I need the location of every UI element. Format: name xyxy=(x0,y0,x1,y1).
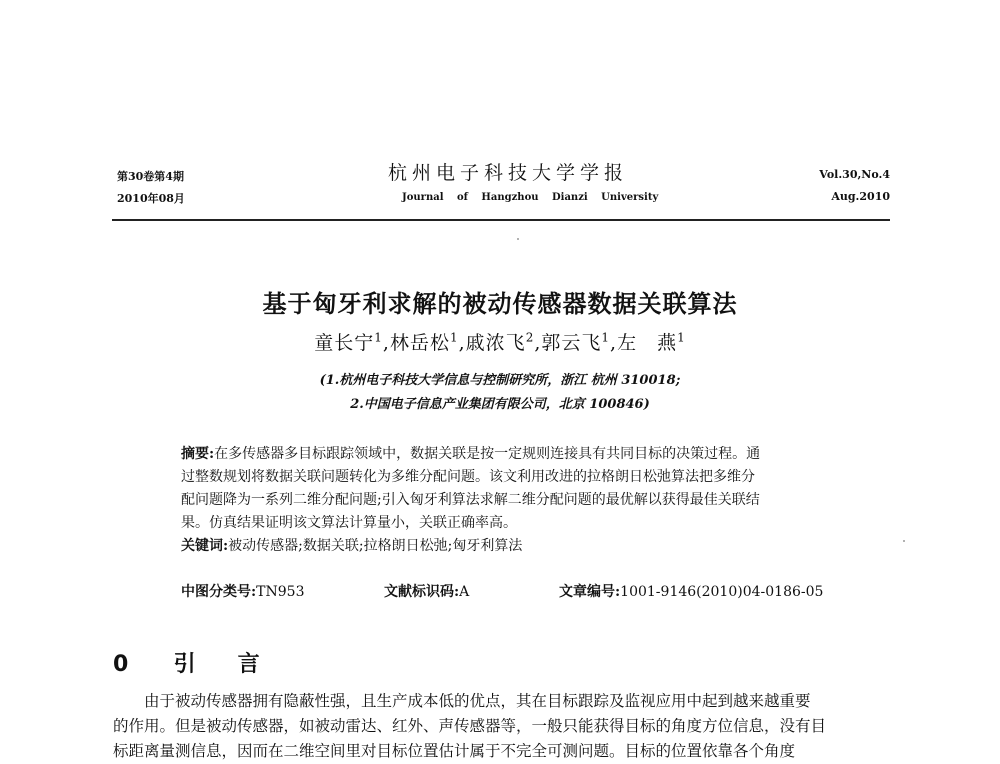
abstract-label: 摘要: xyxy=(181,446,215,462)
scan-speck xyxy=(517,238,519,240)
scan-speck xyxy=(903,540,905,542)
author-affiliation-mark: 1 xyxy=(677,330,686,345)
abstract-line: 配问题降为一系列二维分配问题;引入匈牙利算法求解二维分配问题的最优解以获得最佳关联结 xyxy=(181,492,760,508)
keywords-label: 关键词: xyxy=(181,538,229,554)
author-list: 童长宁$^1$,林岳松$^1$,戚浓飞$^2$,郭云飞$^1$,左 燕$^1$ xyxy=(314,330,686,354)
body-line: 由于被动传感器拥有隐蔽性强，且生产成本低的优点，其在目标跟踪及监视应用中起到越来越重要 xyxy=(144,692,811,710)
abstract-line: 过整数规划将数据关联问题转化为多维分配问题。该文利用改进的拉格朗日松弛算法把多维分 xyxy=(181,469,755,485)
abstract-line: 果。仿真结果证明该文算法计算量小，关联正确率高。 xyxy=(181,515,517,531)
body-line: 的作用。但是被动传感器，如被动雷达、红外、声传感器等，一般只能获得目标的角度方位信息，没有目 xyxy=(113,717,827,735)
affiliation-1: (1.杭州电子科技大学信息与控制研究所，浙江 杭州 310018; xyxy=(319,373,681,388)
author-affiliation-mark: 2 xyxy=(525,330,535,345)
author-affiliation-mark: 1 xyxy=(374,330,383,345)
journal-title-en: Journal of Hangzhou Dianzi University xyxy=(402,192,659,203)
document-code: 文献标识码:A xyxy=(384,584,470,600)
abstract xyxy=(181,443,760,558)
classification-number: 中图分类号:TN953 xyxy=(181,584,305,600)
keywords-line xyxy=(181,535,760,558)
date-en: Aug.2010 xyxy=(831,190,890,203)
section-number: 0 xyxy=(113,652,139,677)
article-number: 文章编号:1001-9146(2010)04-0186-05 xyxy=(559,584,824,600)
date-cn: 2010年08月 xyxy=(117,192,185,205)
author: 郭云飞 xyxy=(541,332,602,354)
header-rule xyxy=(112,219,890,221)
article-title: 基于匈牙利求解的被动传感器数据关联算法 xyxy=(262,290,738,318)
author: 左 燕 xyxy=(617,332,678,354)
journal-title-cn: 杭州电子科技大学学报 xyxy=(388,162,629,184)
section-heading xyxy=(113,647,270,678)
author-affiliation-mark: 1 xyxy=(449,330,459,345)
author-affiliation-mark: 1 xyxy=(601,330,611,345)
section-title: 引 言 xyxy=(173,652,270,677)
volume-issue-cn: 第30卷第4期 xyxy=(117,170,184,183)
author: 戚浓飞 xyxy=(465,332,526,354)
abstract-line: 摘要:在多传感器多目标跟踪领域中，数据关联是按一定规则连接具有共同目标的决策过程。通 xyxy=(181,446,761,462)
keywords: 被动传感器;数据关联;拉格朗日松弛;匈牙利算法 xyxy=(228,538,523,554)
affiliation-2: 2.中国电子信息产业集团有限公司，北京 100846) xyxy=(350,397,650,412)
body-line: 标距离量测信息，因而在二维空间里对目标位置估计属于不完全可测问题。目标的位置依靠各个角度 xyxy=(113,742,796,760)
section-body xyxy=(113,689,903,764)
author: 童长宁 xyxy=(314,332,375,354)
author: 林岳松 xyxy=(389,332,450,354)
volume-issue-en: Vol.30,No.4 xyxy=(819,168,890,181)
